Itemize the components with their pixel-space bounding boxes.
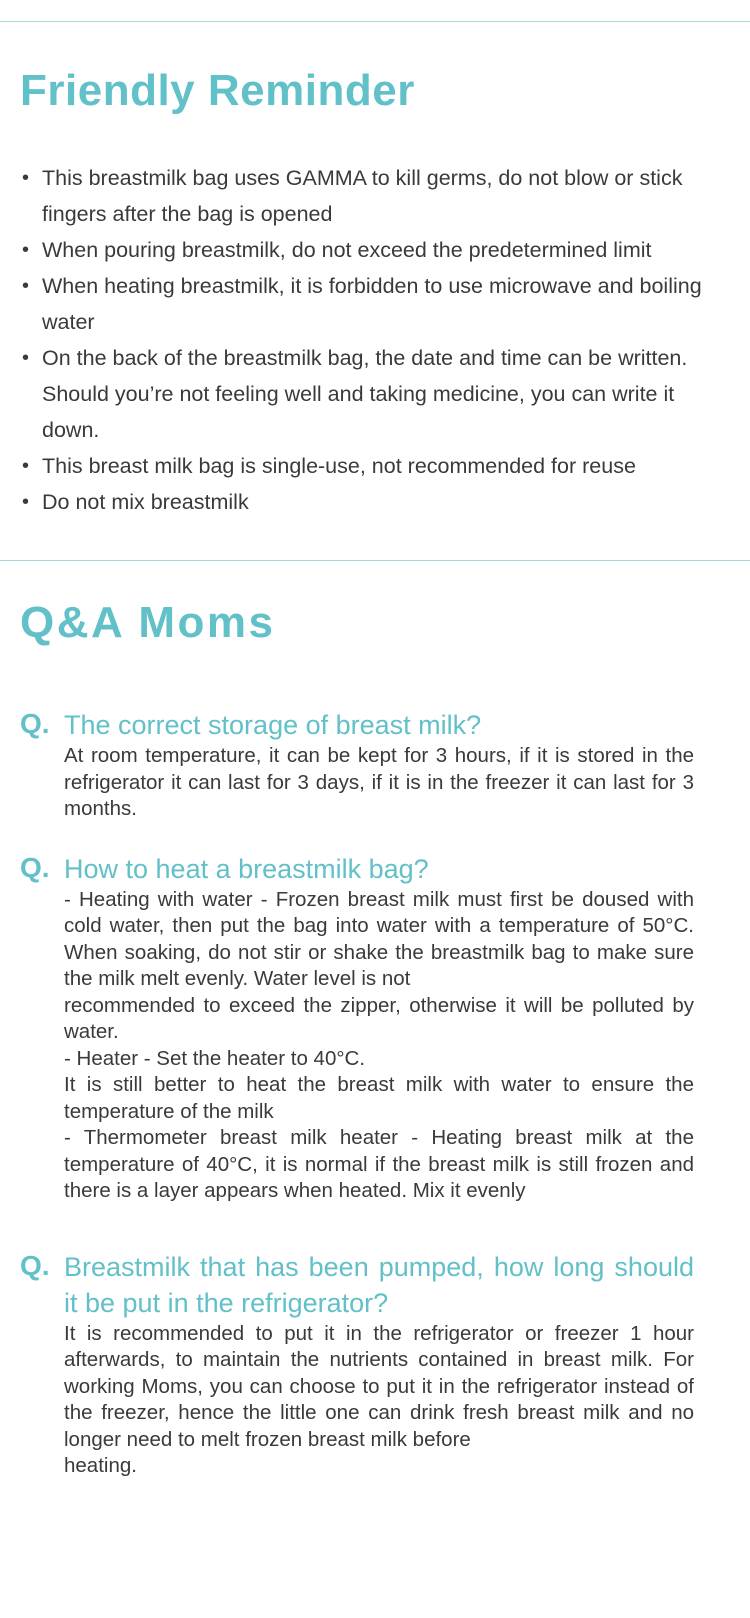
bullet-icon: • (22, 455, 30, 477)
reminder-item (0, 448, 750, 484)
reminder-list (0, 160, 750, 520)
section-divider (0, 560, 750, 561)
reminder-item-text: Do not mix breastmilk (42, 490, 249, 514)
bullet-icon: • (22, 347, 30, 369)
qa-list (0, 707, 750, 1480)
reminder-item-text: This breastmilk bag uses GAMMA to kill germs, do not blow or stick fingers after the bag is opened (42, 166, 683, 226)
answer-text (64, 1321, 694, 1480)
bullet-icon: • (22, 491, 30, 513)
question-text: The correct storage of breast milk? (64, 710, 482, 740)
qa-item (0, 1249, 750, 1480)
answer-text (64, 887, 694, 1205)
answer-line: heating. (64, 1454, 137, 1477)
reminder-item (0, 268, 750, 340)
reminder-item-text: This breast milk bag is single-use, not recommended for reuse (42, 454, 636, 478)
qa-moms-title: Q&A Moms (20, 598, 276, 647)
reminder-item (0, 484, 750, 520)
question-text: Breastmilk that has been pumped, how long should it be put in the refrigerator? (64, 1251, 694, 1318)
bullet-icon: • (22, 275, 30, 297)
bullet-icon: • (22, 239, 30, 261)
answer-line: It is recommended to put it in the refrigerator or freezer 1 hour afterwards, to maintain the nutrients contained in breast milk. For working Moms, you can choose to put it in the refrigerator instead of the freezer, hence the little one can drink fresh breast milk and no longer need to melt frozen breast milk before (64, 1321, 694, 1451)
reminder-item-text: When heating breastmilk, it is forbidden to use microwave and boiling water (42, 274, 702, 334)
question-marker: Q. (20, 851, 50, 883)
qa-item (0, 851, 750, 1205)
answer-line: - Heater - Set the heater to 40°C. (64, 1046, 366, 1070)
answer-line: - Thermometer breast milk heater - Heating breast milk at the temperature of 40°C, it is normal if the breast milk is still frozen and there is a layer appears when heated. Mix it evenly (64, 1126, 694, 1202)
question-marker: Q. (20, 708, 50, 739)
reminder-item-text: When pouring breastmilk, do not exceed the predetermined limit (42, 238, 652, 262)
bullet-icon: • (22, 167, 30, 189)
reminder-item-text: On the back of the breastmilk bag, the date and time can be written. Should you’re not feeling well and taking medicine, you can write it down. (42, 346, 688, 442)
answer-line: recommended to exceed the zipper, otherwise it will be polluted by water. (64, 993, 694, 1043)
qa-item (0, 707, 750, 823)
top-divider (0, 21, 750, 22)
answer-line: It is still better to heat the breast milk with water to ensure the temperature of the milk (64, 1073, 694, 1123)
question-marker: Q. (20, 1249, 50, 1281)
answer-line: At room temperature, it can be kept for 3 hours, if it is stored in the refrigerator it can last for 3 days, if it is in the freezer it can last for 3 months. (64, 744, 694, 820)
reminder-item (0, 160, 750, 232)
reminder-item (0, 232, 750, 268)
question-text: How to heat a breastmilk bag? (64, 853, 429, 884)
friendly-reminder-title: Friendly Reminder (20, 66, 415, 115)
answer-text (64, 743, 694, 823)
answer-line: - Heating with water - Frozen breast milk must first be doused with cold water, then put the bag into water with a temperature of 50°C. When soaking, do not stir or shake the breastmilk bag to make sure the milk melt evenly. Water level is not (64, 887, 694, 990)
reminder-item (0, 340, 750, 448)
